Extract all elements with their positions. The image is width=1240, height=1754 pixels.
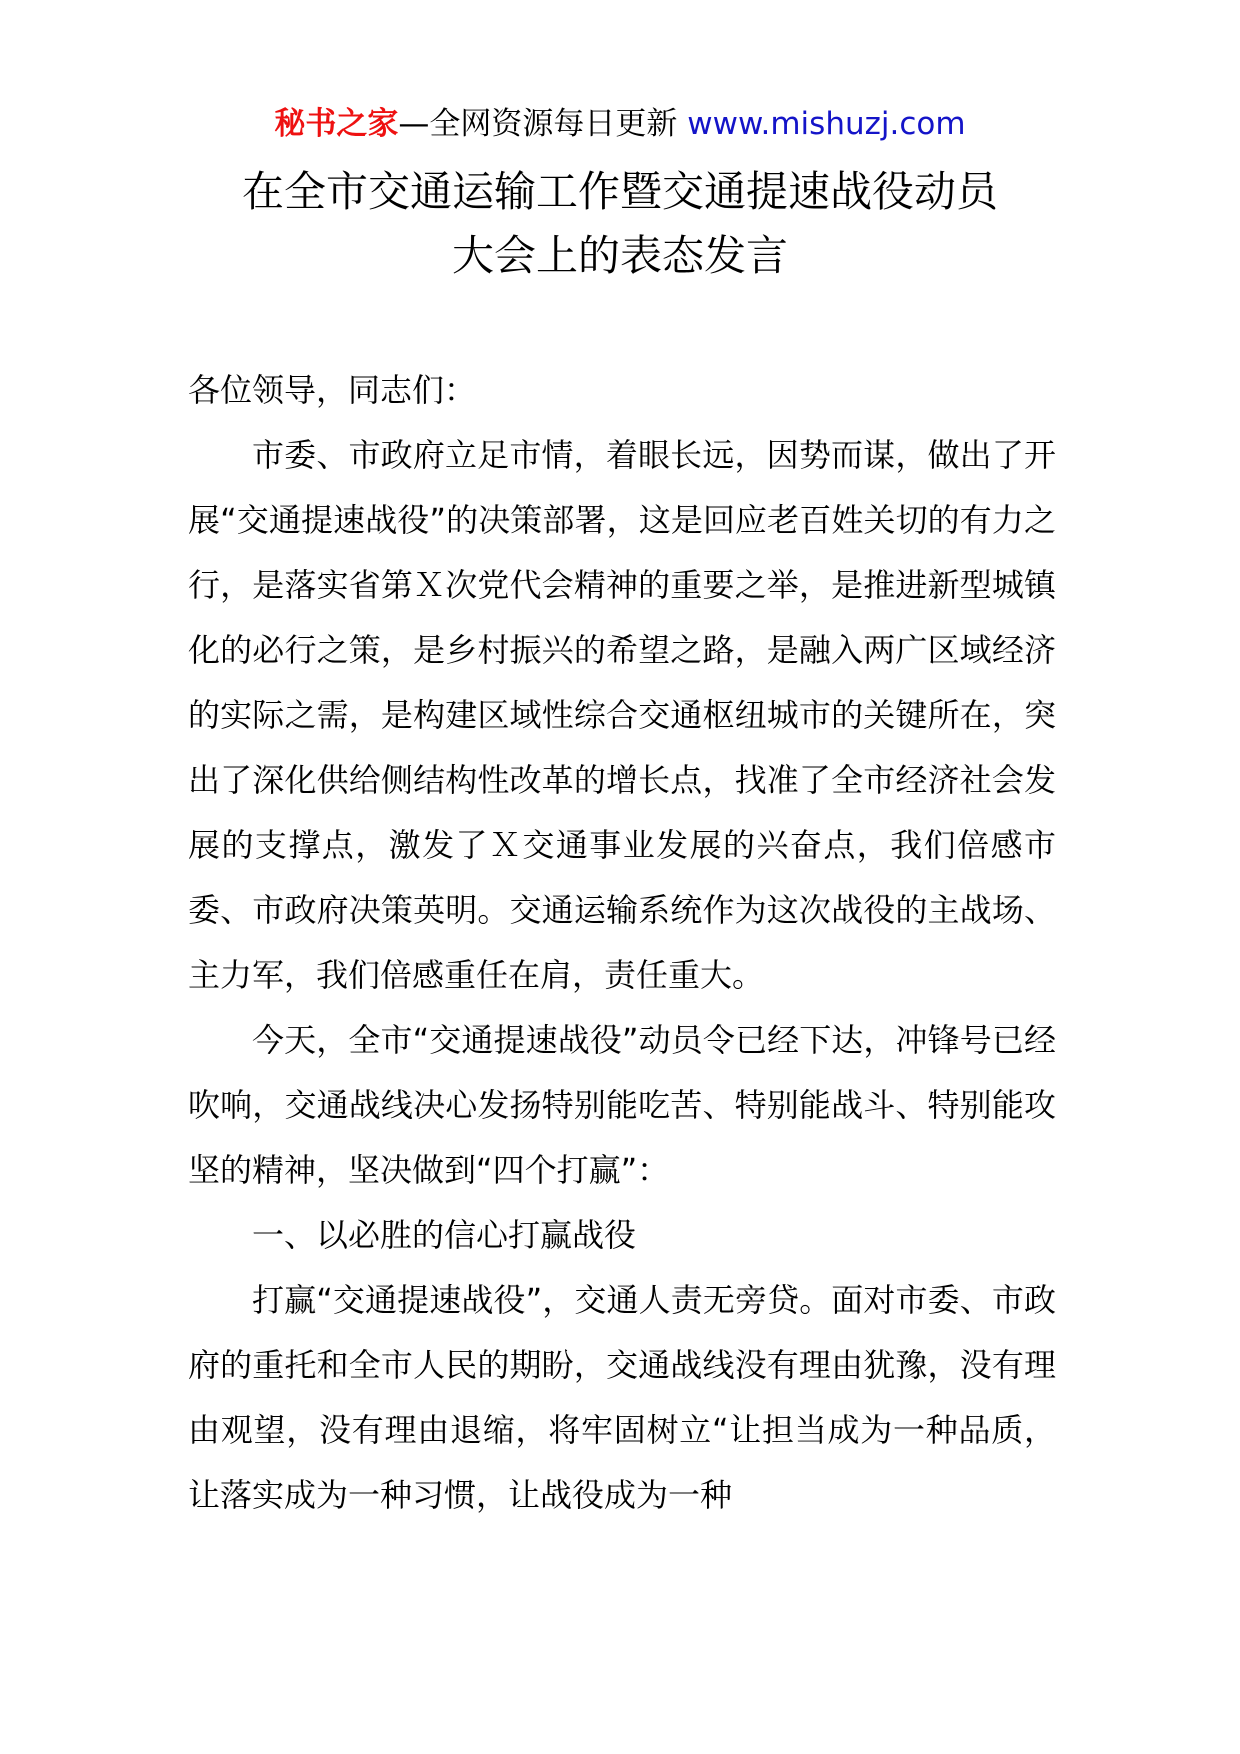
site-link[interactable]: www.mishuzj.com [687,106,966,142]
title-line-1: 在全市交通运输工作暨交通提速战役动员 [241,167,998,216]
title-line-2: 大会上的表态发言 [451,231,788,280]
paragraph-1: 市委、市政府立足市情，着眼长远，因势而谋，做出了开展“交通提速战役”的决策部署，这是回应老百姓关切的有力之行，是落实省第Ｘ次党代会精神的重要之举，是推进新型城镇化的必行之策，是乡村振兴的希望之路，是融入两广区域经济的实际之需，是构建区域性综合交通枢纽城市的关键所在，突出了深化供给侧结构性改革的增长点，找准了全市经济社会发展的支撑点，激发了Ｘ交通事业发展的兴奋点，我们倍感市委、市政府决策英明。交通运输系统作为这次战役的主战场、主力军，我们倍感重任在肩，责任重大。 [188,436,1056,994]
header-tagline: —全网资源每日更新 [398,106,678,142]
paragraph-2: 今天，全市“交通提速战役”动员令已经下达，冲锋号已经吹响，交通战线决心发扬特别能吃苦、特别能战斗、特别能攻坚的精神，坚决做到“四个打赢”： [188,1021,1056,1189]
document-body [188,358,1056,1528]
section-heading-1: 一、以必胜的信心打赢战役 [252,1216,637,1254]
watermark-header [0,102,1240,146]
paragraph-3: 打赢“交通提速战役”，交通人责无旁贷。面对市委、市政府的重托和全市人民的期盼，交通战线没有理由犹豫，没有理由观望，没有理由退缩，将牢固树立“让担当成为一种品质，让落实成为一种习惯，让战役成为一种 [188,1281,1056,1514]
document-title [150,160,1090,288]
salutation: 各位领导，同志们： [188,371,477,409]
brand-name: 秘书之家 [274,106,399,142]
